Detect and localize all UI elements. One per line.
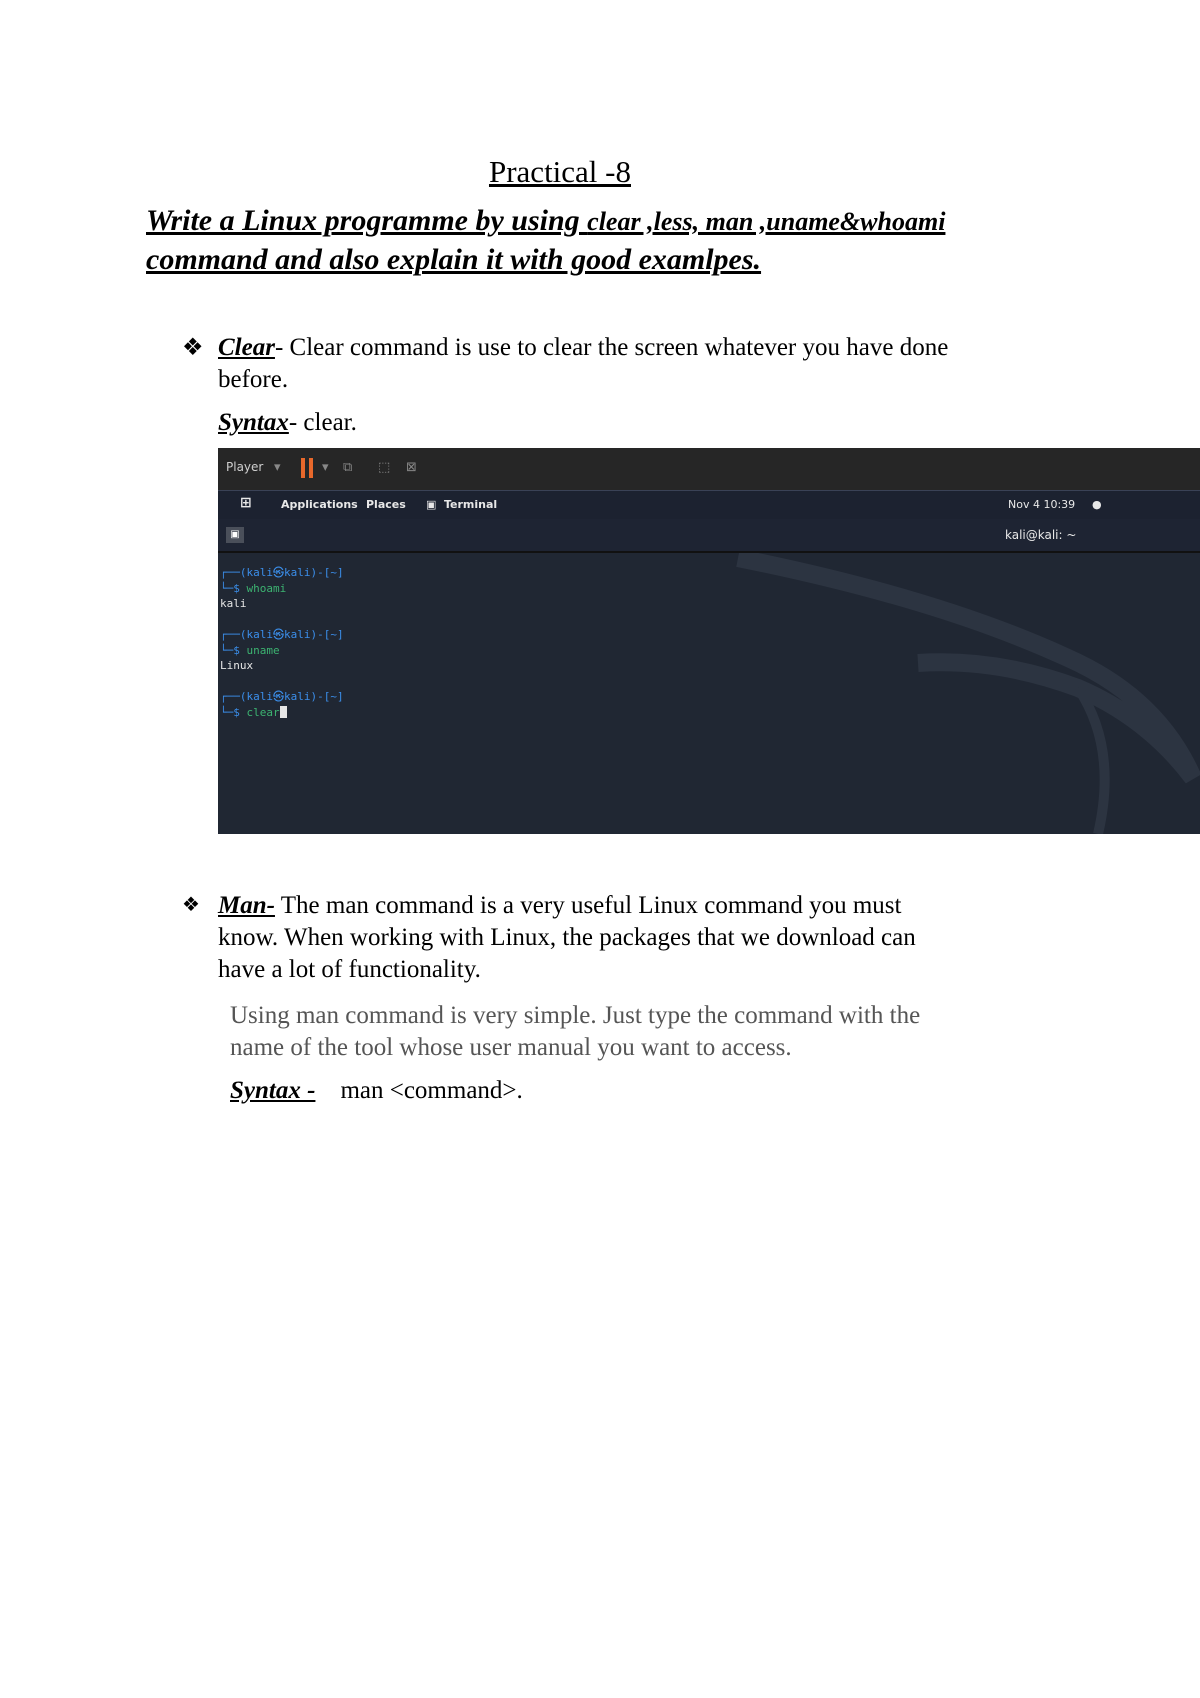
status-dot-icon: ● [1092, 498, 1102, 511]
terminal-icon: ▣ [426, 498, 437, 511]
terminal-cursor [280, 706, 287, 718]
player-menu[interactable]: Player [226, 460, 264, 474]
terminal-prompt-marker: └─$ [220, 643, 247, 657]
clear-bullet-icon: ❖ [182, 335, 204, 361]
pause-icon[interactable] [301, 458, 305, 478]
man-usage-2: name of the tool whose user manual you want to access. [230, 1034, 792, 1061]
applications-menu[interactable]: Applications [281, 498, 358, 511]
new-tab-icon[interactable]: ▣ [226, 527, 244, 543]
man-usage-1: Using man command is very simple. Just type the command with the [230, 1002, 921, 1029]
man-text-1: The man command is a very useful Linux command you must [274, 892, 902, 919]
terminal-prompt: ┌──(kali㉿kali)-[~] [220, 690, 344, 703]
places-menu[interactable]: Places [366, 498, 406, 511]
man-bullet-icon: ❖ [182, 894, 200, 916]
aim-text-2: command and also explain it with good examlpes. [146, 243, 762, 276]
window-title: kali@kali: ~ [1005, 528, 1077, 542]
terminal-prompt-marker: └─$ [220, 705, 247, 719]
practical-aim [146, 202, 1046, 279]
pause-icon-bar [309, 458, 313, 478]
clear-text-1: - Clear command is use to clear the screen whatever you have done [274, 334, 949, 361]
man-syntax-label: Syntax - [230, 1077, 316, 1104]
page-title: Practical -8 [488, 154, 631, 189]
app-grid-icon[interactable]: ⊞ [240, 495, 252, 511]
man-syntax [230, 1075, 523, 1107]
unity-icon[interactable]: ⊠ [406, 460, 417, 475]
vm-player-toolbar [218, 448, 1200, 490]
man-label: Man- [218, 892, 275, 919]
man-text-2: know. When working with Linux, the packages that we download can [218, 924, 916, 951]
panel-clock[interactable]: Nov 4 10:39 [1008, 498, 1076, 511]
chevron-down-icon[interactable]: ▾ [322, 460, 329, 475]
chevron-down-icon[interactable]: ▾ [274, 460, 281, 475]
terminal-screenshot [218, 448, 1200, 834]
terminal-command: whoami [246, 581, 287, 595]
terminal-window-titlebar [218, 519, 1200, 553]
desktop-panel [218, 490, 1200, 519]
terminal-prompt: ┌──(kali㉿kali)-[~] [220, 566, 344, 579]
terminal-prompt: ┌──(kali㉿kali)-[~] [220, 628, 344, 641]
terminal-output-line: Linux [220, 659, 254, 672]
clear-syntax-text: - clear. [288, 409, 357, 436]
fullscreen-icon[interactable]: ⬚ [378, 460, 391, 475]
clear-description [218, 332, 1118, 396]
terminal-command: uname [246, 643, 280, 657]
clear-text-2: before. [218, 366, 289, 393]
terminal-prompt-marker: └─$ [220, 581, 247, 595]
clear-syntax [218, 407, 357, 439]
man-description [218, 890, 1118, 986]
aim-text-1: Write a Linux programme by using [146, 204, 588, 237]
terminal-menu[interactable]: Terminal [444, 498, 498, 511]
man-syntax-text: man <command>. [340, 1077, 523, 1104]
man-usage-note [230, 1000, 1130, 1064]
terminal-command: clear [246, 705, 280, 719]
terminal-output[interactable] [220, 565, 344, 720]
network-icon[interactable]: ⧉ [343, 460, 353, 475]
aim-commands: clear ,less, man ,uname&whoami [587, 207, 946, 236]
clear-syntax-label: Syntax [218, 409, 289, 436]
terminal-output-line: kali [220, 597, 247, 610]
clear-label: Clear [218, 334, 275, 361]
man-text-3: have a lot of functionality. [218, 956, 481, 983]
